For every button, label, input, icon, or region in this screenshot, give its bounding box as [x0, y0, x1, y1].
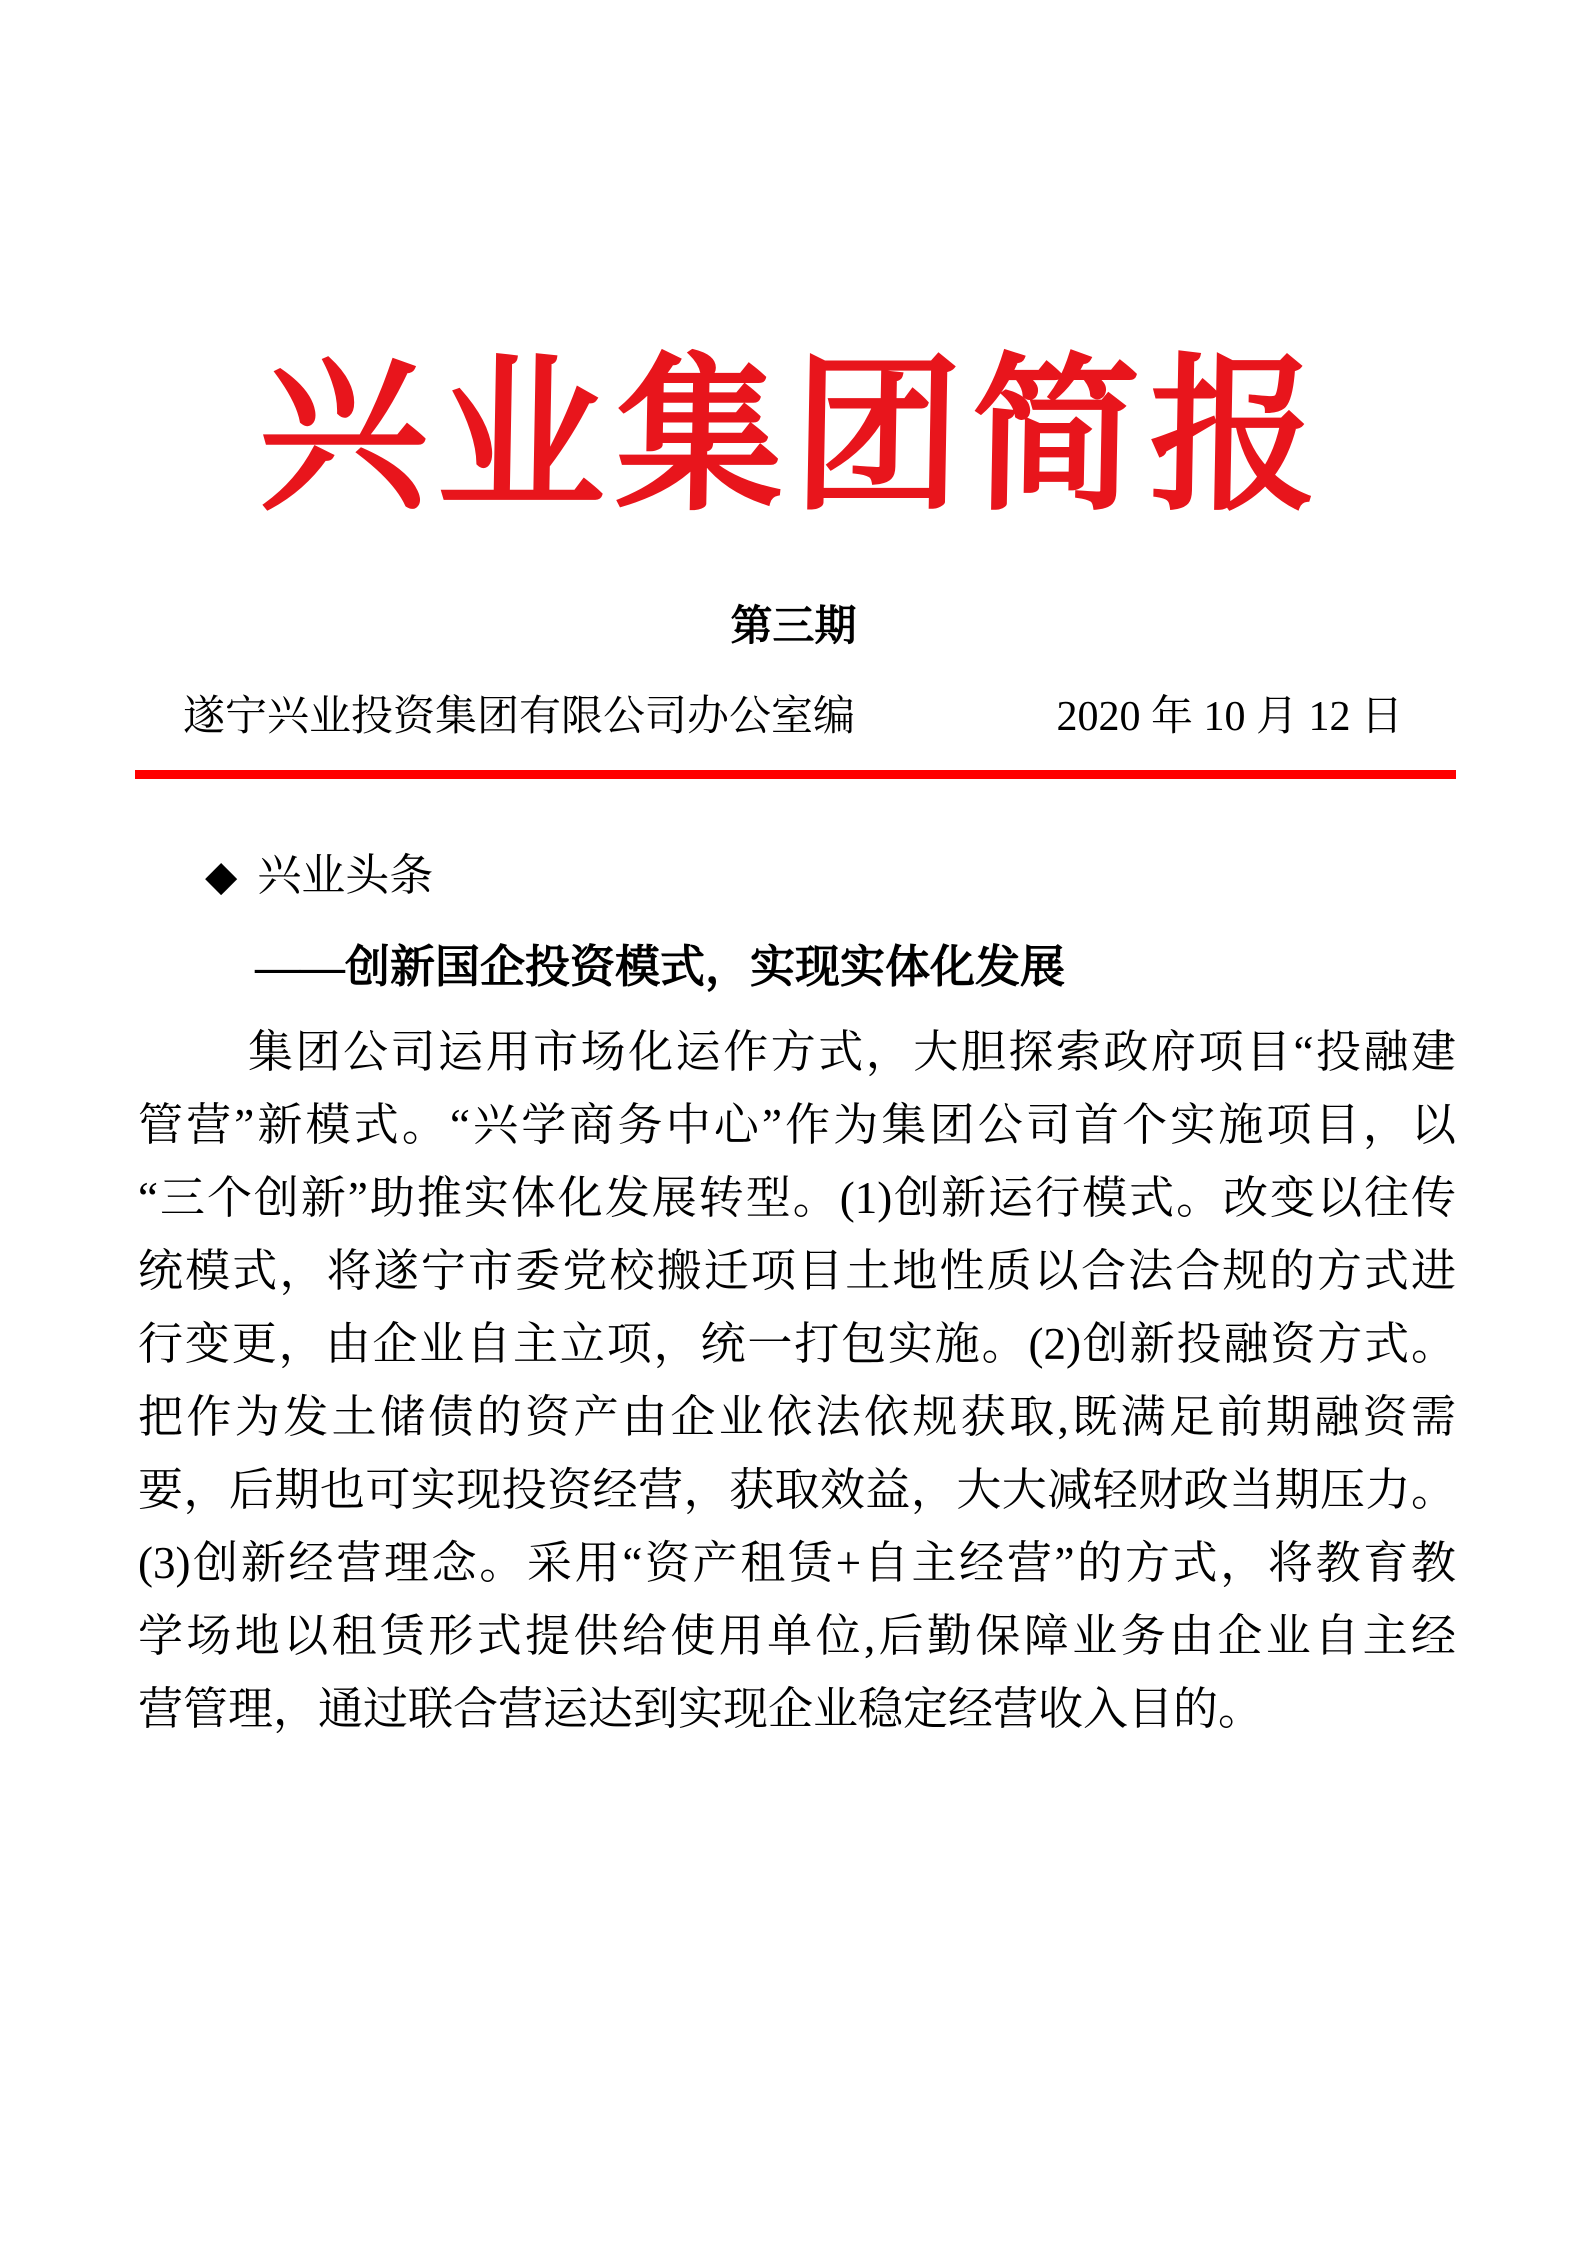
body-line: 统模式，将遂宁市委党校搬迁项目土地性质以合法合规的方式进: [138, 1246, 1456, 1296]
body-line: 集团公司运用市场化运作方式，大胆探索政府项目“投融建: [248, 1027, 1456, 1077]
body-line: (3)创新经营理念。采用“资产租赁+自主经营”的方式，将教育教: [138, 1538, 1456, 1588]
section-title: 兴业头条: [257, 851, 434, 900]
red-divider-rule: [135, 770, 1456, 779]
section-header: [205, 846, 433, 906]
body-line: “三个创新”助推实体化发展转型。(1)创新运行模式。改变以往传: [138, 1173, 1456, 1223]
article-headline: ——创新国企投资模式，实现实体化发展: [255, 942, 1066, 992]
body-line: 营管理，通过联合营运达到实现企业稳定经营收入目的。: [138, 1684, 1264, 1734]
editor-credit: 遂宁兴业投资集团有限公司办公室编: [183, 694, 856, 740]
body-line: 行变更，由企业自主立项，统一打包实施。(2)创新投融资方式。: [138, 1319, 1456, 1369]
article-body: [138, 1016, 1456, 1746]
diamond-bullet-icon: ◆: [205, 852, 238, 899]
body-line: 要，后期也可实现投资经营，获取效益，大大减轻财政当期压力。: [138, 1465, 1456, 1515]
byline-row: [183, 688, 1403, 746]
masthead-title: 兴业集团简报: [257, 336, 1330, 534]
body-line: 把作为发土储债的资产由企业依法依规获取,既满足前期融资需: [138, 1392, 1456, 1442]
body-line: 学场地以租赁形式提供给使用单位,后勤保障业务由企业自主经: [138, 1611, 1456, 1661]
issue-number: 第三期: [730, 602, 857, 649]
publication-date: 2020 年 10 月 12 日: [1056, 694, 1403, 740]
body-line: 管营”新模式。“兴学商务中心”作为集团公司首个实施项目，以: [138, 1100, 1456, 1150]
